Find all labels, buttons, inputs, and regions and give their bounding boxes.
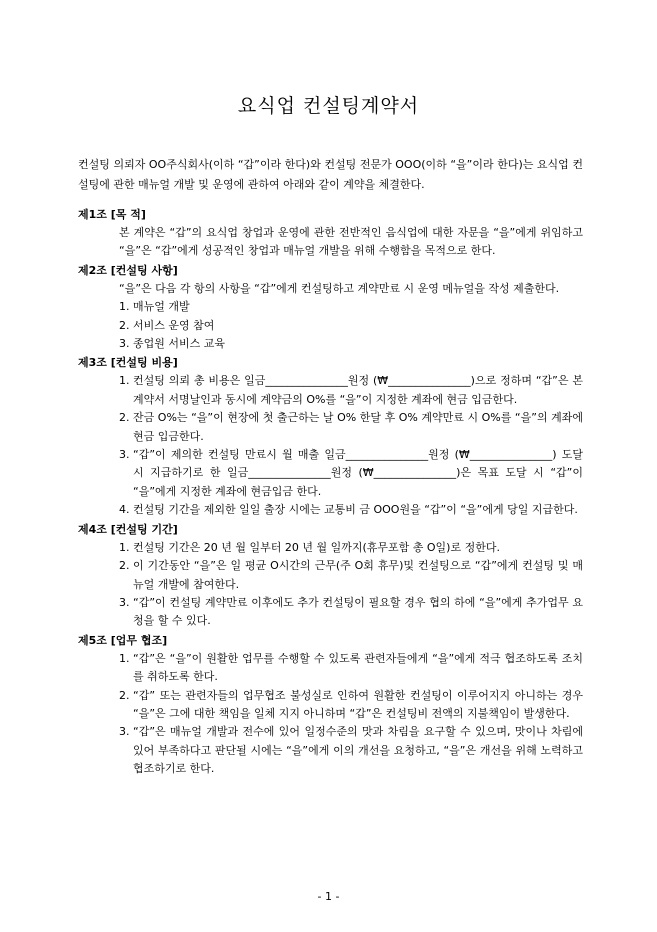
article-items <box>78 372 583 519</box>
list-item <box>119 723 583 778</box>
list-item <box>119 539 583 557</box>
item-text: 이 기간동안 “을”은 일 평균 O시간의 근무(주 O회 휴무)및 컨설팅으로 “갑”에게 컨설팅 및 매뉴얼 개발에 참여한다. <box>133 559 583 591</box>
document-title: 요식업 컨설팅계약서 <box>237 95 420 117</box>
article-items <box>78 298 583 353</box>
list-item <box>119 687 583 724</box>
item-number: 4. <box>119 503 130 517</box>
intro-paragraph <box>78 155 583 195</box>
item-text: “갑”은 매뉴얼 개발과 전수에 있어 일정수준의 맛과 차림을 요구할 수 있으며, 맛이나 차림에 있어 부족하다고 판단될 시에는 “을”에게 이의 개선을 요청하고, “을”은 개선을 위해 노력하고 협조하기로 한다. <box>133 725 583 776</box>
item-number: 3. <box>119 448 130 462</box>
item-number: 2. <box>119 411 130 425</box>
item-number: 1. <box>119 300 130 314</box>
item-text: “갑”은 “을”이 원활한 업무를 수행할 수 있도록 관련자들에게 “을”에게 적극 협조하도록 조치를 취하도록 한다. <box>133 651 583 684</box>
item-number: 3. <box>119 595 130 609</box>
list-item <box>119 446 583 501</box>
list-item <box>119 317 583 335</box>
article-items <box>78 539 583 631</box>
article-heading: 제4조 [컨설팅 기간] <box>78 522 178 536</box>
item-number: 3. <box>119 337 130 351</box>
list-item <box>119 409 583 446</box>
list-item <box>119 298 583 316</box>
article-heading: 제2조 [컨설팅 사항] <box>78 263 178 277</box>
list-item <box>119 650 583 687</box>
article-heading: 제3조 [컨설팅 비용] <box>78 356 178 370</box>
list-item <box>119 594 583 631</box>
item-text: 종업원 서비스 교육 <box>133 337 226 351</box>
item-number: 3. <box>119 725 130 739</box>
item-text: “갑”이 제의한 컨설팅 만료시 월 매출 일금_______________원정 (₩_______________) 도달 시 지급하기로 한 일금_______________원정 (₩_______________)은 목표 도달 시 “갑”이 “을”에게 지정한 계좌에 현금입금 한다. <box>133 448 583 498</box>
item-text: 컨설팅 기간을 제외한 일일 출장 시에는 교통비 금 OOO원을 “갑”이 “을”에게 당일 지급한다. <box>133 503 578 517</box>
item-text: “갑” 또는 관련자들의 업무협조 불성실로 인하여 원활한 컨설팅이 이루어지지 아니하는 경우 “을”은 그에 대한 책임을 일체 지지 아니하며 “갑”은 컨설팅비 전액의 지불책임이 발생한다. <box>133 688 583 720</box>
item-number: 2. <box>119 318 130 332</box>
item-number: 2. <box>119 559 130 573</box>
article-1 <box>78 205 583 261</box>
item-text: 매뉴얼 개발 <box>133 300 190 314</box>
item-text: 컨설팅 의뢰 총 비용은 일금_______________원정 (₩_______________)으로 정하며 “갑”은 본 계약서 서명날인과 동시에 계약금의 O%를 “을”이 지정한 계좌에 현금 입금한다. <box>133 374 583 406</box>
article-items <box>78 650 583 779</box>
spacer <box>78 195 583 205</box>
list-item <box>119 335 583 353</box>
item-number: 2. <box>119 688 130 702</box>
item-number: 1. <box>119 651 130 665</box>
list-item <box>119 501 583 519</box>
item-text: 잔금 O%는 “을”이 현장에 첫 출근하는 날 O% 한달 후 O% 계약만료 시 O%를 “을”의 계좌에 현금 입금한다. <box>133 411 583 443</box>
intro-text: 컨설팅 의뢰자 OO주식회사(이하 “갑”이라 한다)와 컨설팅 전문가 OOO(이하 “을”이라 한다)는 요식업 컨설팅에 관한 매뉴얼 개발 및 운영에 관하여 아래와 같이 계약을 체결한다. <box>78 158 583 191</box>
item-text: 컨설팅 기간은 20 년 월 일부터 20 년 월 일까지(휴무포함 총 O일)로 정한다. <box>133 540 500 554</box>
article-paragraph: 본 계약은 “갑”의 요식업 창업과 운영에 관한 전반적인 음식업에 대한 자문을 “을”에게 위임하고 “을”은 “갑”에게 성공적인 창업과 매뉴얼 개발을 위해 수행함을 목적으로 한다. <box>119 226 583 258</box>
article-heading: 제5조 [업무 협조] <box>78 633 168 647</box>
article-3 <box>78 353 583 519</box>
item-number: 1. <box>119 540 130 554</box>
item-text: “갑”이 컨설팅 계약만료 이후에도 추가 컨설팅이 필요할 경우 협의 하에 “을”에게 추가업무 요청을 할 수 있다. <box>133 595 583 628</box>
article-2 <box>78 261 583 354</box>
list-item <box>119 557 583 594</box>
item-number: 1. <box>119 374 130 388</box>
article-paragraph: “을”은 다음 각 항의 사항을 “갑”에게 컨설팅하고 계약만료 시 운영 메뉴얼을 작성 제출한다. <box>119 281 560 295</box>
article-5 <box>78 631 583 779</box>
article-4 <box>78 520 583 631</box>
list-item <box>119 372 583 409</box>
page-number: - 1 - <box>317 890 340 903</box>
article-heading: 제1조 [목 적] <box>78 208 146 221</box>
document-body <box>78 155 583 779</box>
item-text: 서비스 운영 참여 <box>133 318 215 332</box>
